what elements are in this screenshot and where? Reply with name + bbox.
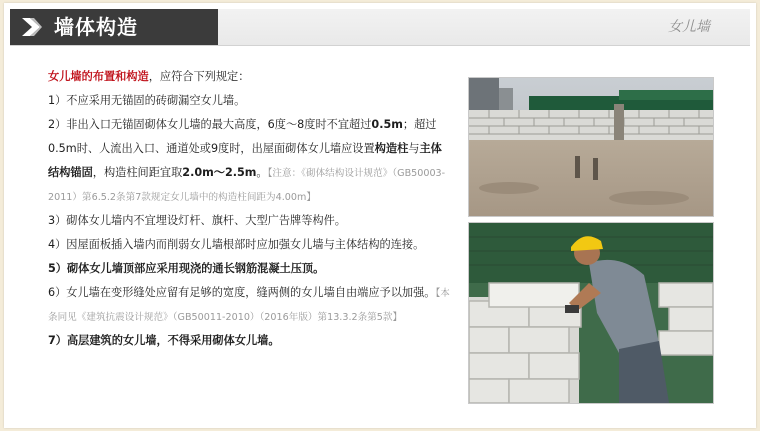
worker-laying-blocks-image <box>469 223 713 403</box>
intro-highlight: 女儿墙的布置和构造 <box>48 70 149 83</box>
intro-rest: ，应符合下列规定： <box>148 70 250 83</box>
photo-worker-laying-blocks <box>468 222 714 404</box>
page-title: 墙体构造 <box>54 15 138 39</box>
rule-3: 3）砌体女儿墙内不宜埋设灯杆、旗杆、大型广告牌等构件。 <box>48 214 346 227</box>
header-bar <box>10 9 750 46</box>
rule-2-height: 0.5m <box>371 118 403 131</box>
rule-4: 4）因屋面板插入墙内而削弱女儿墙根部时应加强女儿墙与主体结构的连接。 <box>48 238 425 251</box>
rule-6-text: 6）女儿墙在变形缝处应留有足够的宽度，缝两侧的女儿墙自由端应予以加强。 <box>48 286 436 299</box>
rule-2-note: 【注意：《砌体结构设计规范》（GB50003-2011）第6.5.2条第7款规定女儿墙中的构造柱间距为4.00m】 <box>48 168 446 203</box>
rule-5: 5）砌体女儿墙顶部应采用现浇的通长钢筋混凝土压顶。 <box>48 262 325 275</box>
photo-rooftop-parapet <box>468 77 714 217</box>
rule-7: 7）高层建筑的女儿墙，不得采用砌体女儿墙。 <box>48 334 280 347</box>
rule-2-text-i: 。 <box>256 166 268 179</box>
rule-2-spacing: 2.0m～2.5m <box>182 166 257 179</box>
rule-2-text-g: ，构造柱间距宜取 <box>92 166 183 179</box>
rule-1: 1）不应采用无锚固的砖砌漏空女儿墙。 <box>48 94 246 107</box>
rooftop-parapet-image <box>469 78 713 216</box>
rule-2-column: 构造柱 <box>374 142 409 155</box>
section-subtitle: 女儿墙 <box>668 19 710 35</box>
rule-2 <box>48 113 453 209</box>
rule-2-text-a: 2）非出入口无锚固砌体女儿墙的最大高度，6度～8度时不宜超过 <box>48 118 372 131</box>
rule-6-note: 【本条同见《建筑抗震设计规范》（GB50011-2010）（2016年版）第13.3.2条第5款】 <box>48 288 450 323</box>
rule-2-text-c: ；超过0.5m时、人流出入口、通道处或9度时，出屋面砌体女儿墙应设置 <box>48 118 437 155</box>
intro-line <box>48 65 453 89</box>
rule-6 <box>48 281 453 329</box>
chevron-logo-icon <box>20 16 42 38</box>
rule-2-anchor: 主体结构锚固 <box>48 142 442 179</box>
rule-2-text-e: 与 <box>408 142 420 155</box>
body-text <box>48 65 453 353</box>
slide <box>4 3 756 428</box>
title-block <box>10 9 218 45</box>
